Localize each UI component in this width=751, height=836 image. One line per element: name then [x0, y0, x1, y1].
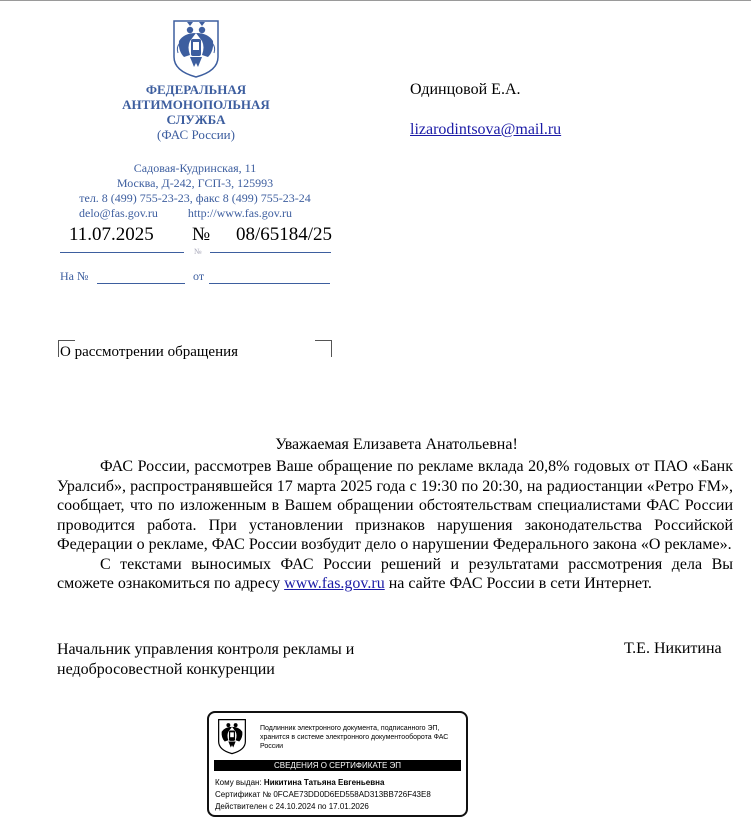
signer-name: Т.Е. Никитина	[624, 640, 722, 657]
signer-position-line-1: Начальник управления контроля рекламы и	[57, 641, 355, 658]
subject-corner-right	[315, 340, 332, 357]
stamp-note: Подлинник электронного документа, подписанного ЭП, хранится в системе электронного документооборота ФАС России	[260, 725, 449, 750]
stamp-valid-row: Действителен с 24.10.2024 по 17.01.2026	[215, 802, 369, 811]
paragraph-2	[57, 555, 733, 594]
sender-contacts	[79, 206, 292, 221]
coat-of-arms-icon	[168, 17, 224, 79]
number-sign: №	[192, 224, 211, 245]
sender-address	[60, 161, 330, 206]
org-line-1: ФЕДЕРАЛЬНАЯ	[145, 82, 247, 97]
letter-date: 11.07.2025	[69, 224, 154, 245]
fas-website-link[interactable]: www.fas.gov.ru	[284, 575, 385, 592]
recipient-email-link[interactable]: lizarodintsova@mail.ru	[410, 121, 562, 138]
letter-number: 08/65184/25	[236, 224, 333, 245]
reference-number-line	[97, 283, 185, 284]
address-line-3: тел. 8 (499) 755-23-23, факс 8 (499) 755-23-24	[79, 191, 311, 205]
letter-subject: О рассмотрении обращения	[60, 344, 239, 360]
paragraph-2-end: на сайте ФАС России в сети Интернет.	[384, 575, 652, 592]
stamp-issued-row	[215, 777, 431, 789]
stamp-details	[215, 777, 431, 813]
letter-body	[57, 457, 733, 594]
paragraph-1: ФАС России, рассмотрев Ваше обращение по рекламе вклада 20,8% годовых от ПАО «Банк Уралсиб», распространявшейся 17 марта 2025 года с 19:30 по 20:30, на радиостанции «Ретро FM», сообщает, что по изложенным в Вашем обращении обстоятельствам специалистами ФАС России проводится работа. При установлении признаков нарушения законодательства Российской Федерации о рекламе, ФАС России возбудит дело о нарушении Федерального закона «О рекламе».	[57, 458, 733, 553]
reference-number-label: На №	[60, 269, 89, 283]
top-border	[0, 0, 751, 1]
stamp-cert-row	[215, 789, 431, 801]
electronic-signature-stamp	[207, 711, 468, 817]
reference-date-label: от	[193, 269, 205, 283]
org-line-2: АНТИМОНОПОЛЬНАЯ	[122, 97, 270, 112]
address-line-1: Садовая-Кудринская, 11	[133, 161, 257, 175]
stamp-header: СВЕДЕНИЯ О СЕРТИФИКАТЕ ЭП	[214, 760, 461, 771]
sender-website: http://www.fas.gov.ru	[187, 206, 293, 220]
reference-date-line	[209, 283, 330, 284]
stamp-cert-label: Сертификат №	[215, 790, 272, 799]
address-line-2: Москва, Д-242, ГСП-3, 125993	[116, 176, 274, 190]
number-underline	[210, 252, 331, 253]
signer-position	[57, 640, 354, 680]
sender-email: delo@fas.gov.ru	[79, 206, 158, 220]
greeting: Уважаемая Елизавета Анатольевна!	[275, 436, 518, 453]
recipient-name: Одинцовой Е.А.	[410, 81, 521, 98]
stamp-issued-to: Никитина Татьяна Евгеньевна	[263, 778, 385, 787]
stamp-coat-of-arms-icon	[215, 716, 249, 756]
paragraph-2-text: С текстами выносимых ФАС России решений и результатами рассмотрения дела Вы сможете ознакомиться по адресу	[57, 555, 733, 592]
number-sign-small: №	[194, 247, 202, 256]
stamp-cert-number: 0FCAE73DD0D6ED558AD313BB726F43E8	[273, 790, 431, 799]
signer-position-line-2: недобросовестной конкуренции	[57, 661, 275, 678]
org-abbr: (ФАС России)	[157, 127, 235, 142]
org-line-3: СЛУЖБА	[166, 112, 226, 127]
sender-organization	[105, 82, 287, 142]
stamp-issued-label: Кому выдан:	[215, 778, 262, 787]
date-underline	[60, 252, 184, 253]
